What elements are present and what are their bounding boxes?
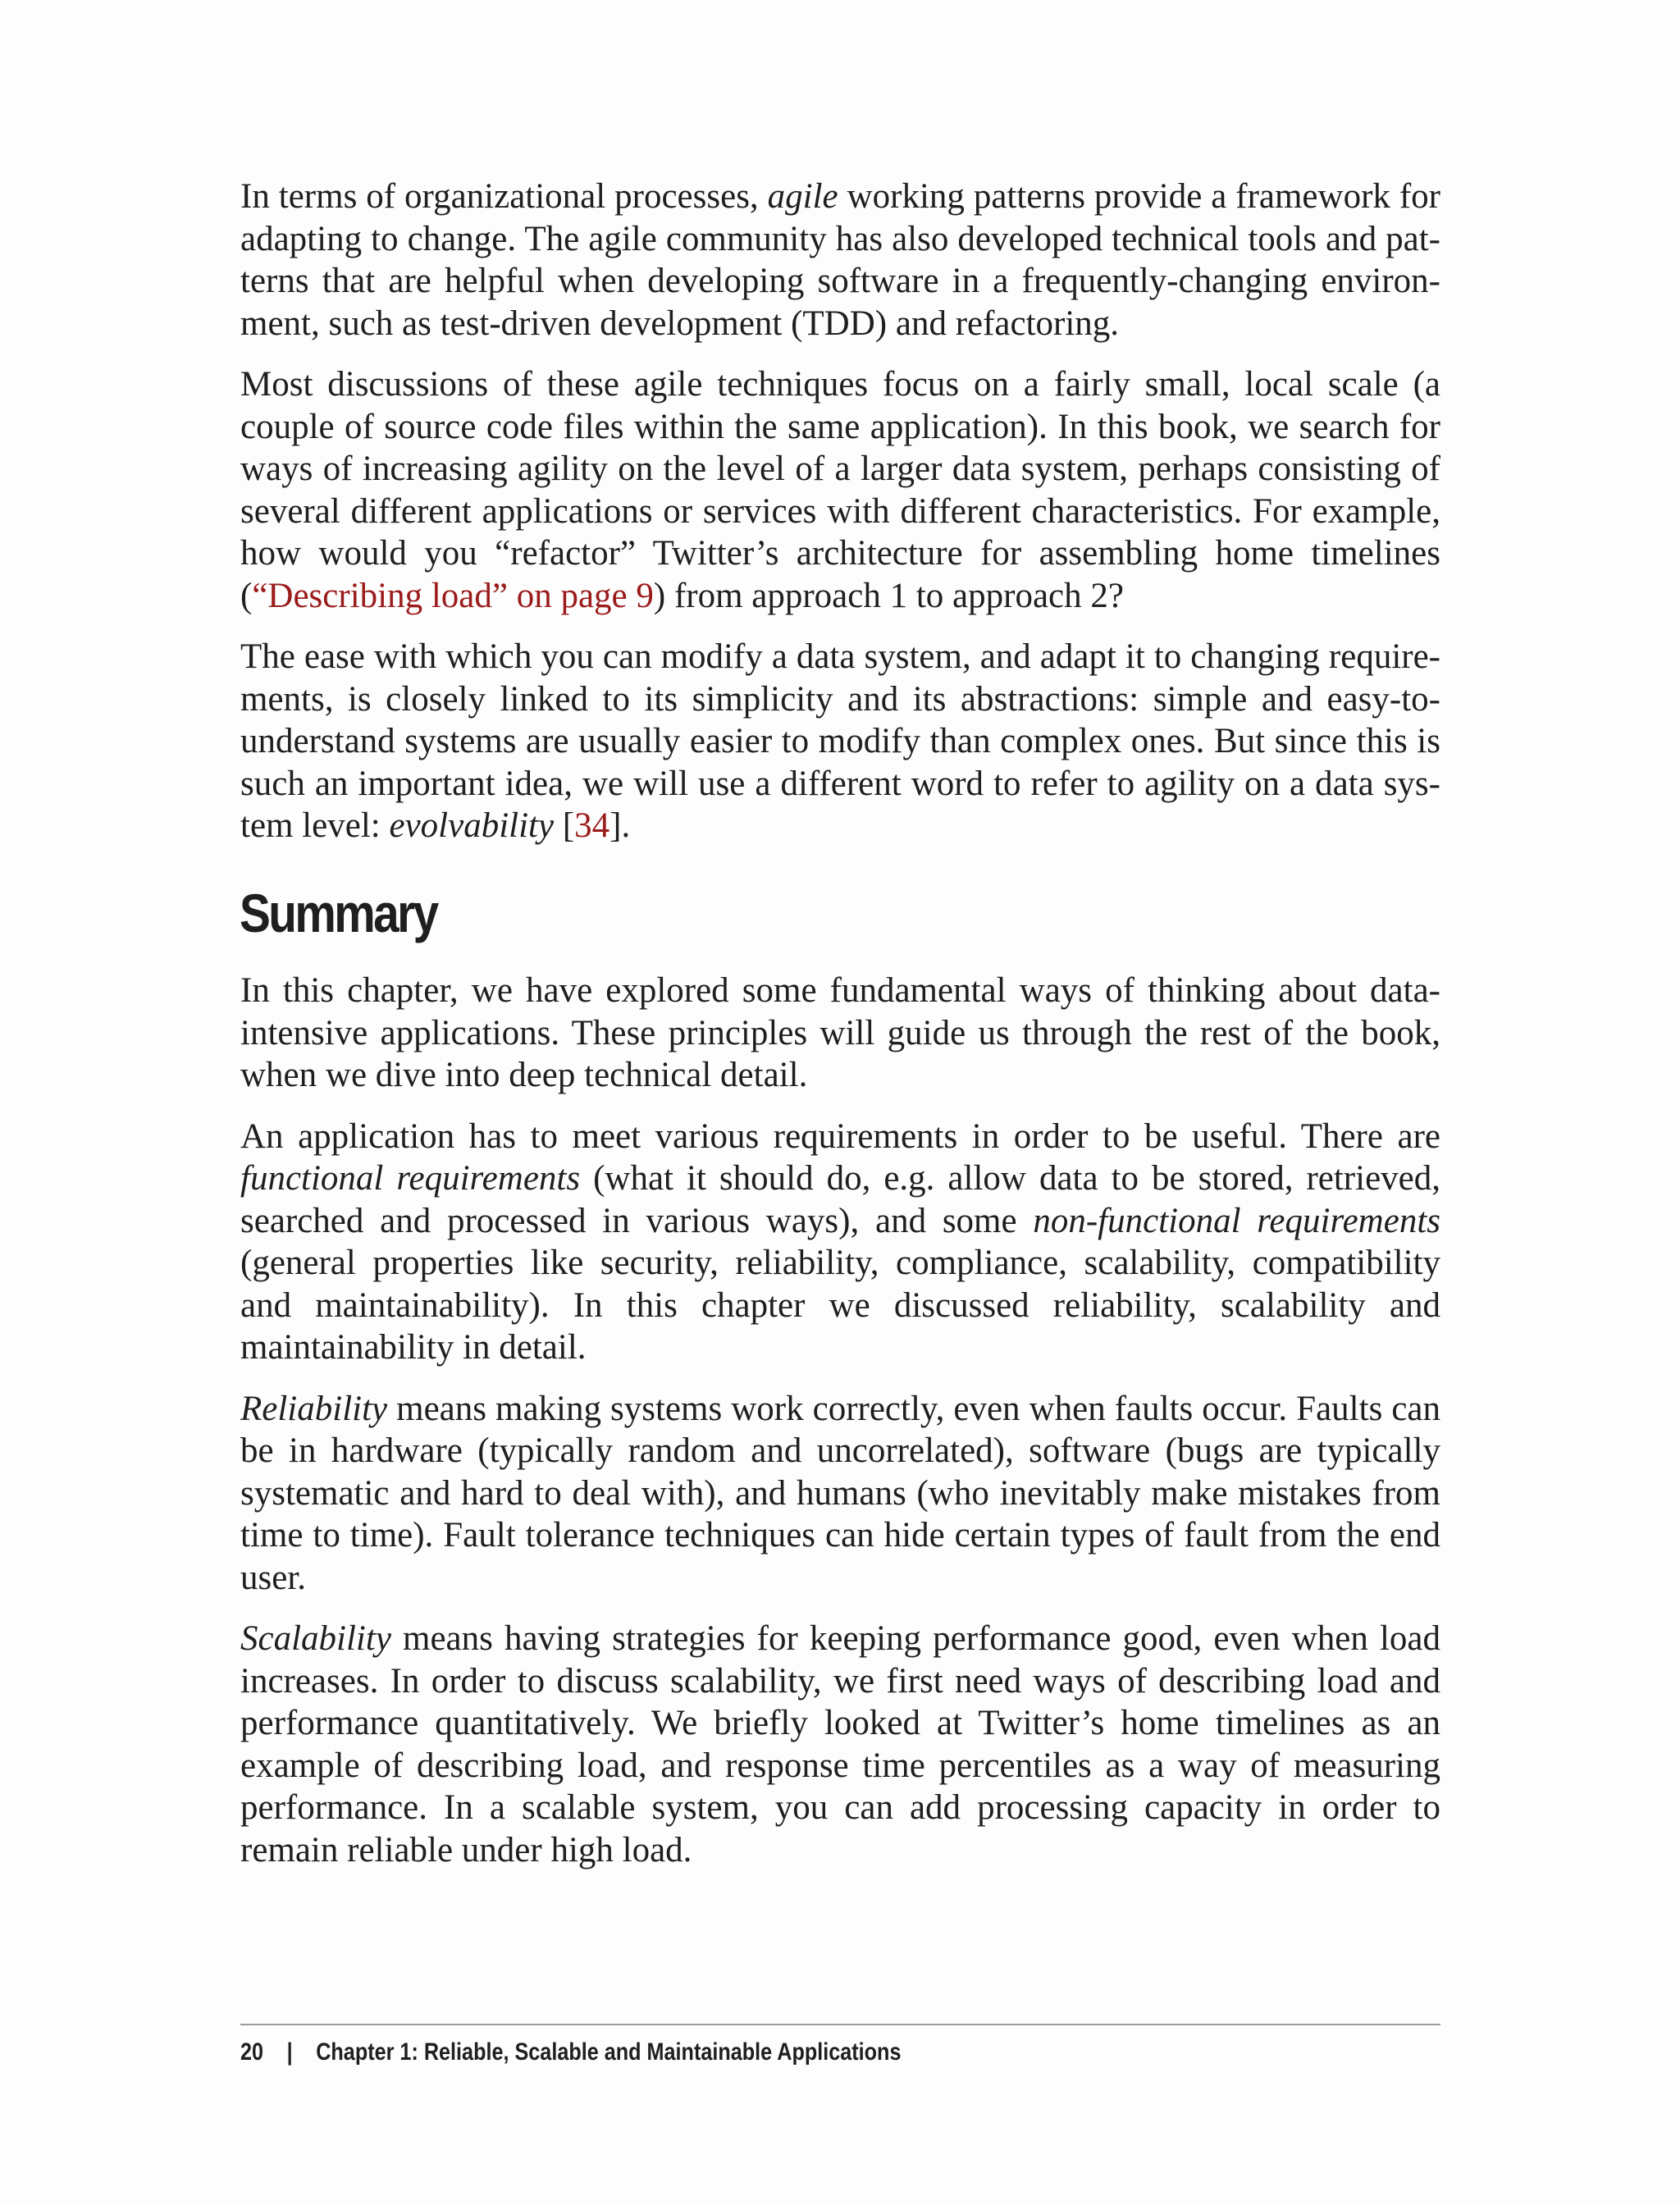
section-text-summary bbox=[240, 970, 1440, 1890]
page-number: 20 bbox=[240, 2038, 264, 2066]
citation-link[interactable]: 34 bbox=[574, 806, 610, 845]
paragraph-scalability: Scalability means having strategies for keeping performance good, even when load increases. In order to discuss scalability, we first need ways of describing load and performance quantitatively. We briefly looked at Twitter’s home timelines as an example of describing load, and response time percentiles as a way of measuring performance. In a scalable system, you can add processing capacity in order to remain reliable under high load. bbox=[240, 1619, 1440, 1869]
term-scalability: Scalability bbox=[240, 1619, 391, 1658]
paragraph-evolvability: The ease with which you can modify a data system, and adapt it to changing requirements, is closely linked to its simplicity and its abstractions: simple and easy-to-understand systems are usually easier to modify than complex ones. But since this is such an important idea, we will use a different word to refer to agility on a data system level: evolvability [34]. bbox=[240, 637, 1440, 845]
term-reliability: Reliability bbox=[240, 1389, 388, 1428]
footer-divider bbox=[240, 2024, 1440, 2025]
paragraph-agile-techniques: Most discussions of these agile techniques focus on a fairly small, local scale (a couple of source code files within the same application). In this book, we search for ways of increasing agility on the level of a larger data system, perhaps consisting of several different applications or services with different characteristics. For example, how would you “refactor” Twitter’s architecture for assembling home timelines (“Describing load” on page 9) from approach 1 to approach 2? bbox=[240, 365, 1440, 615]
paragraph-reliability: Reliability means making systems work correctly, even when faults occur. Faults can be in hardware (typically random and uncorrelated), software (bugs are typically systematic and hard to deal with), and humans (who inevitably make mistakes from time to time). Fault tolerance techniques can hide certain types of fault from the end user. bbox=[240, 1389, 1440, 1597]
paragraph-summary-intro: In this chapter, we have explored some fundamental ways of thinking about data-intensive applications. These principles will guide us through the rest of the book, when we dive into deep technical detail. bbox=[240, 971, 1440, 1094]
chapter-title: Chapter 1: Reliable, Scalable and Maintainable Applications bbox=[316, 2038, 902, 2066]
term-non-functional-requirements: non-functional requirements bbox=[1033, 1201, 1440, 1240]
paragraph-agile-processes: In terms of organizational processes, agile working patterns provide a framework for adapting to change. The agile community has also developed technical tools and patterns that are helpful when developing software in a frequently-changing environment, such as test-driven development (TDD) and refactoring. bbox=[240, 177, 1440, 343]
term-functional-requirements: functional requirements bbox=[240, 1159, 581, 1198]
term-agile: agile bbox=[767, 177, 838, 216]
cross-reference-link[interactable]: “Describing load” on page 9 bbox=[252, 576, 654, 615]
section-text-top bbox=[240, 176, 1440, 866]
term-evolvability: evolvability bbox=[389, 806, 555, 845]
page-footer bbox=[240, 2034, 901, 2070]
section-heading-summary: Summary bbox=[240, 883, 437, 943]
paragraph-requirements: An application has to meet various requirements in order to be useful. There are functional requirements (what it should do, e.g. allow data to be stored, retrieved, searched and processed in various ways), and some non-functional requirements (general properties like security, reliability, compliance, scalability, compatibility and maintainability). In this chapter we discussed reliability, scalability and maintainability in detail. bbox=[240, 1116, 1440, 1367]
footer-separator: | bbox=[286, 2038, 293, 2066]
